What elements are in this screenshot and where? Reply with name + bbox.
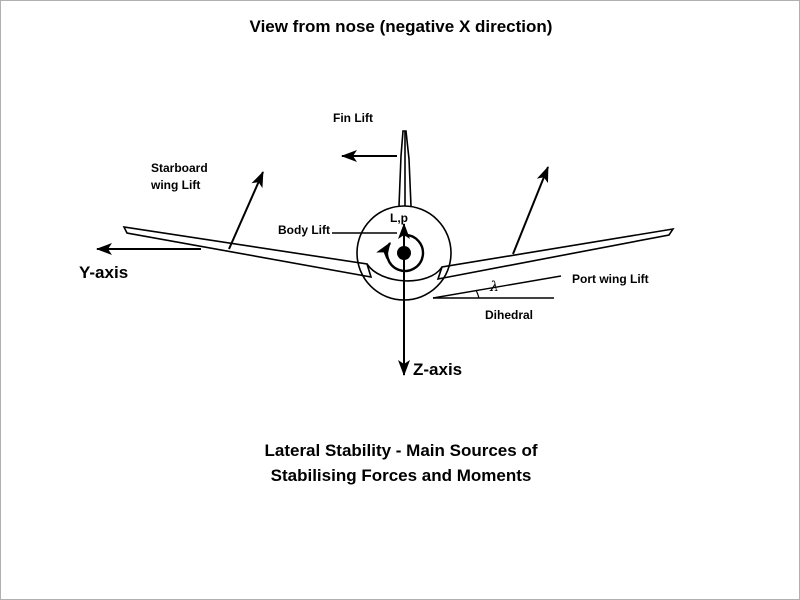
y-axis-label: Y-axis (79, 263, 129, 282)
starboard-wing (124, 227, 371, 277)
figure-caption-line2: Stabilising Forces and Moments (270, 466, 532, 485)
dihedral-angle-arc (476, 290, 479, 298)
dihedral-label: Dihedral (485, 308, 534, 322)
starboard-wing-lift-arrow (229, 172, 263, 249)
port-wing-lift-arrow (513, 167, 548, 254)
port-wing-lift-label: Port wing Lift (572, 272, 649, 286)
figure-title: View from nose (negative X direction) (249, 17, 553, 36)
body-lift-label: Body Lift (278, 223, 330, 237)
figure-caption-line1: Lateral Stability - Main Sources of (264, 441, 538, 460)
aircraft-lateral-stability-drawing (1, 1, 800, 600)
starboard-wing-lift-label-line1: Starboard (151, 161, 208, 175)
starboard-wing-lift-label-line2: wing Lift (151, 178, 201, 192)
fin-lift-label: Fin Lift (333, 111, 373, 125)
z-axis-label: Z-axis (413, 360, 463, 379)
dihedral-angle-symbol: λ (490, 279, 499, 295)
roll-moment-label: L,p (390, 211, 408, 225)
